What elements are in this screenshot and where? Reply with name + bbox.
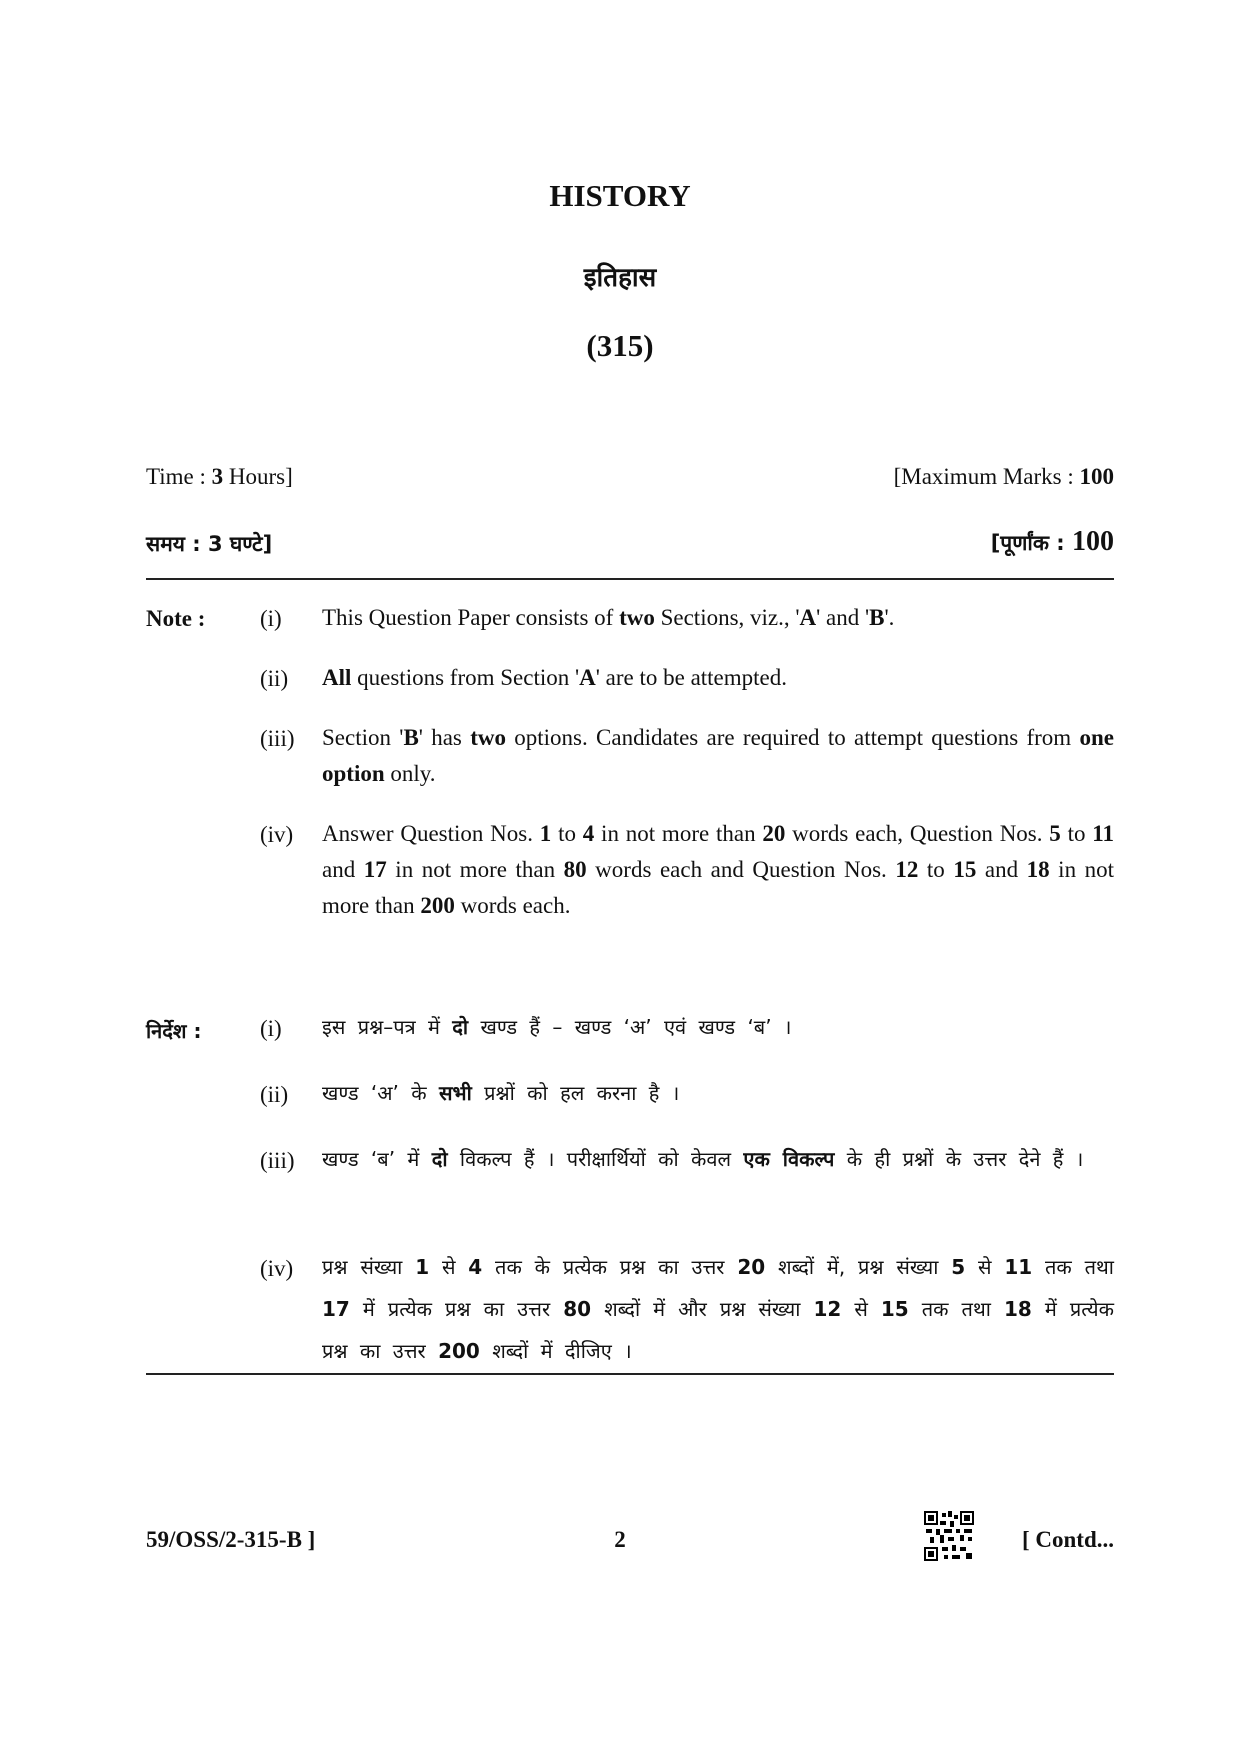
nirdesh-item-2-text: खण्ड ‘अ’ के सभी प्रश्नों को हल करना है । — [322, 1081, 680, 1105]
note-item-3-text: Section 'B' has two options. Candidates are required to attempt questions from one option only. — [322, 725, 1114, 786]
marks-value-hindi: 100 — [1072, 526, 1114, 557]
note-item-1-number: (i) — [260, 606, 282, 631]
subject-code: (315) — [586, 328, 654, 363]
nirdesh-item-4-number: (iv) — [260, 1256, 294, 1281]
time-label: Time : — [146, 464, 212, 489]
note-label: Note : — [146, 606, 206, 631]
page-number: 2 — [614, 1527, 626, 1552]
marks-value: 100 — [1079, 464, 1114, 489]
page-title: HISTORY — [549, 178, 691, 213]
note-item-4-number: (iv) — [260, 822, 294, 847]
nirdesh-item-1-number: (i) — [260, 1016, 282, 1041]
note-item-1-text: This Question Paper consists of two Sections, viz., 'A' and 'B'. — [322, 605, 895, 630]
nirdesh-item-3-text: खण्ड ‘ब’ में दो विकल्प हैं । परीक्षार्थियों को केवल एक विकल्प के ही प्रश्नों के उत्तर देने हैं । — [322, 1147, 1084, 1171]
time-allowed — [146, 464, 293, 490]
bottom-divider — [146, 1373, 1114, 1375]
time-allowed-hindi: समय : 3 घण्टे] — [146, 532, 273, 556]
note-item-2-number: (ii) — [260, 666, 289, 691]
top-divider — [146, 578, 1114, 580]
nirdesh-item-2-number: (ii) — [260, 1082, 289, 1107]
qr-code-icon — [924, 1511, 974, 1561]
maximum-marks — [894, 464, 1114, 490]
note-item-2-text: All questions from Section 'A' are to be attempted. — [322, 665, 788, 690]
nirdesh-item-3-number: (iii) — [260, 1148, 295, 1173]
time-unit: Hours] — [223, 464, 293, 489]
continued-label: [ Contd... — [1021, 1527, 1114, 1552]
marks-label: [Maximum Marks : — [893, 464, 1080, 489]
nirdesh-item-4-text: प्रश्न संख्या 1 से 4 तक के प्रत्येक प्रश्न का उत्तर 20 शब्दों में, प्रश्न संख्या 5 से 11 तक तथा 17 में प्रत्येक प्रश्न का उत्तर 80 शब्दों में और प्रश्न संख्या 12 से 15 तक तथा 18 में प्रत्येक प्रश्न का उत्तर 200 शब्दों में दीजिए । — [322, 1255, 1114, 1363]
nirdesh-label: निर्देश : — [146, 1019, 202, 1043]
paper-code: 59/OSS/2-315-B ] — [146, 1527, 316, 1552]
note-item-4-text: Answer Question Nos. 1 to 4 in not more than 20 words each, Question Nos. 5 to 11 and 17 in not more than 80 words each and Question Nos. 12 to 15 and 18 in not more than 200 words each. — [322, 821, 1115, 918]
time-value: 3 — [211, 464, 224, 489]
note-item-3-number: (iii) — [260, 726, 295, 751]
marks-label-hindi: [पूर्णांक : — [990, 531, 1072, 555]
maximum-marks-hindi — [991, 526, 1114, 558]
page-title-hindi: इतिहास — [583, 263, 657, 293]
nirdesh-item-1-text: इस प्रश्न–पत्र में दो खण्ड हैं – खण्ड ‘अ’ एवं खण्ड ‘ब’ । — [322, 1015, 792, 1039]
